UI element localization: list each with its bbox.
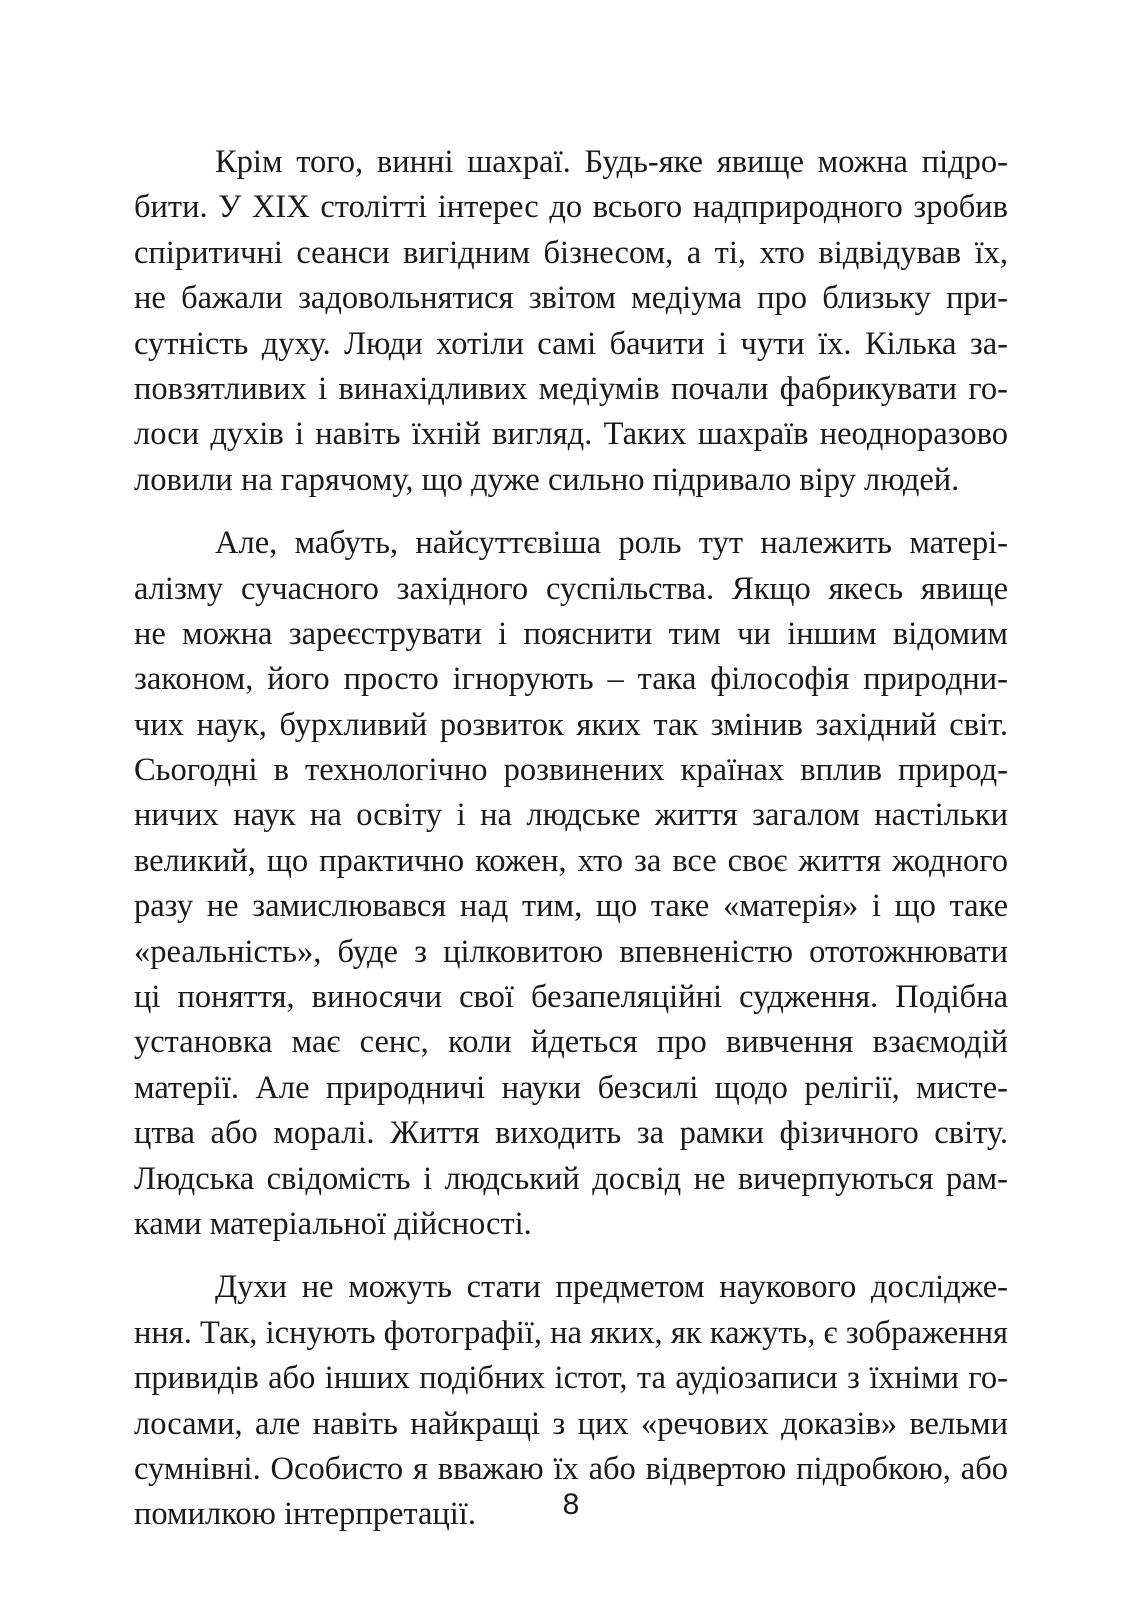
text-line: ння. Так, існують фотографії, на яких, як кажуть, є зображення: [134, 1314, 1008, 1351]
text-line: сумнівні. Особисто я вважаю їх або відвертою підробкою, або: [134, 1450, 1008, 1487]
paragraph-spacer: [134, 503, 1008, 521]
text-line: лоси духів і навіть їхній вигляд. Таких шахраїв неодноразово: [134, 416, 1008, 453]
text-line: спіритичні сеанси вигідним бізнесом, а ті, хто відвідував їх,: [134, 234, 1008, 271]
text-line: чих наук, бурхливий розвиток яких так змінив західний світ.: [134, 706, 1008, 743]
text-line: сутність духу. Люди хотіли самі бачити і чути їх. Кілька за-: [134, 325, 1008, 362]
text-line: ками матеріальної дійсності.: [134, 1205, 532, 1242]
paragraph-spacer: [134, 1247, 1008, 1265]
text-line: не бажали задовольнятися звітом медіума про близьку при-: [134, 280, 1008, 317]
text-line: великий, що практично кожен, хто за все своє життя жодного: [134, 842, 1008, 879]
text-line: не можна зареєструвати і пояснити тим чи іншим відомим: [134, 615, 1008, 652]
text-line: Крім того, винні шахраї. Будь-яке явище можна підро-: [215, 144, 1008, 180]
text-line: матерії. Але природничі науки безсилі щодо релігії, мисте-: [134, 1069, 1008, 1106]
text-line: законом, його просто ігнорують – така філософія природни-: [134, 661, 1008, 698]
text-line: цтва або моралі. Життя виходить за рамки фізичного світу.: [134, 1115, 1008, 1152]
text-line: Духи не можуть стати предметом наукового дослідже-: [215, 1269, 1008, 1306]
text-line: бити. У XIX столітті інтерес до всього надприродного зробив: [134, 189, 1008, 226]
text-line: лосами, але навіть найкращі з цих «речових доказів» вельми: [134, 1405, 1008, 1442]
text-line: разу не замислювався над тим, що таке «матерія» і що таке: [134, 888, 1008, 925]
text-line: установка має сенс, коли йдеться про вивчення взаємодій: [134, 1024, 1008, 1061]
text-line: Людська свідомість і людський досвід не вичерпуються рам-: [134, 1160, 1008, 1197]
paragraph-1: [134, 140, 1008, 503]
text-line: ловили на гарячому, що дуже сильно підривало віру людей.: [134, 461, 960, 498]
text-line: алізму сучасного західного суспільства. Якщо якесь явище: [134, 570, 1008, 607]
text-line: повзятливих і винахідливих медіумів почали фабрикувати го-: [134, 370, 1008, 407]
text-line: ничих наук на освіту і на людське життя загалом настільки: [134, 797, 1008, 834]
text-line: «реальність», буде з цілковитою впевненістю ототожнювати: [134, 933, 1008, 970]
text-line: привидів або інших подібних істот, та аудіозаписи з їхніми го-: [134, 1360, 1008, 1397]
text-line: Але, мабуть, найсуттєвіша роль тут належить матері-: [215, 525, 1008, 562]
text-line: Сьогодні в технологічно розвинених країнах вплив природ-: [134, 752, 1008, 789]
page-number: 8: [562, 1488, 580, 1521]
body-text: [134, 140, 1008, 1538]
text-line: помилкою інтерпретації.: [134, 1496, 476, 1533]
paragraph-2: [134, 521, 1008, 1247]
text-line: ці поняття, виносячи свої безапеляційні судження. Подібна: [134, 979, 1008, 1016]
